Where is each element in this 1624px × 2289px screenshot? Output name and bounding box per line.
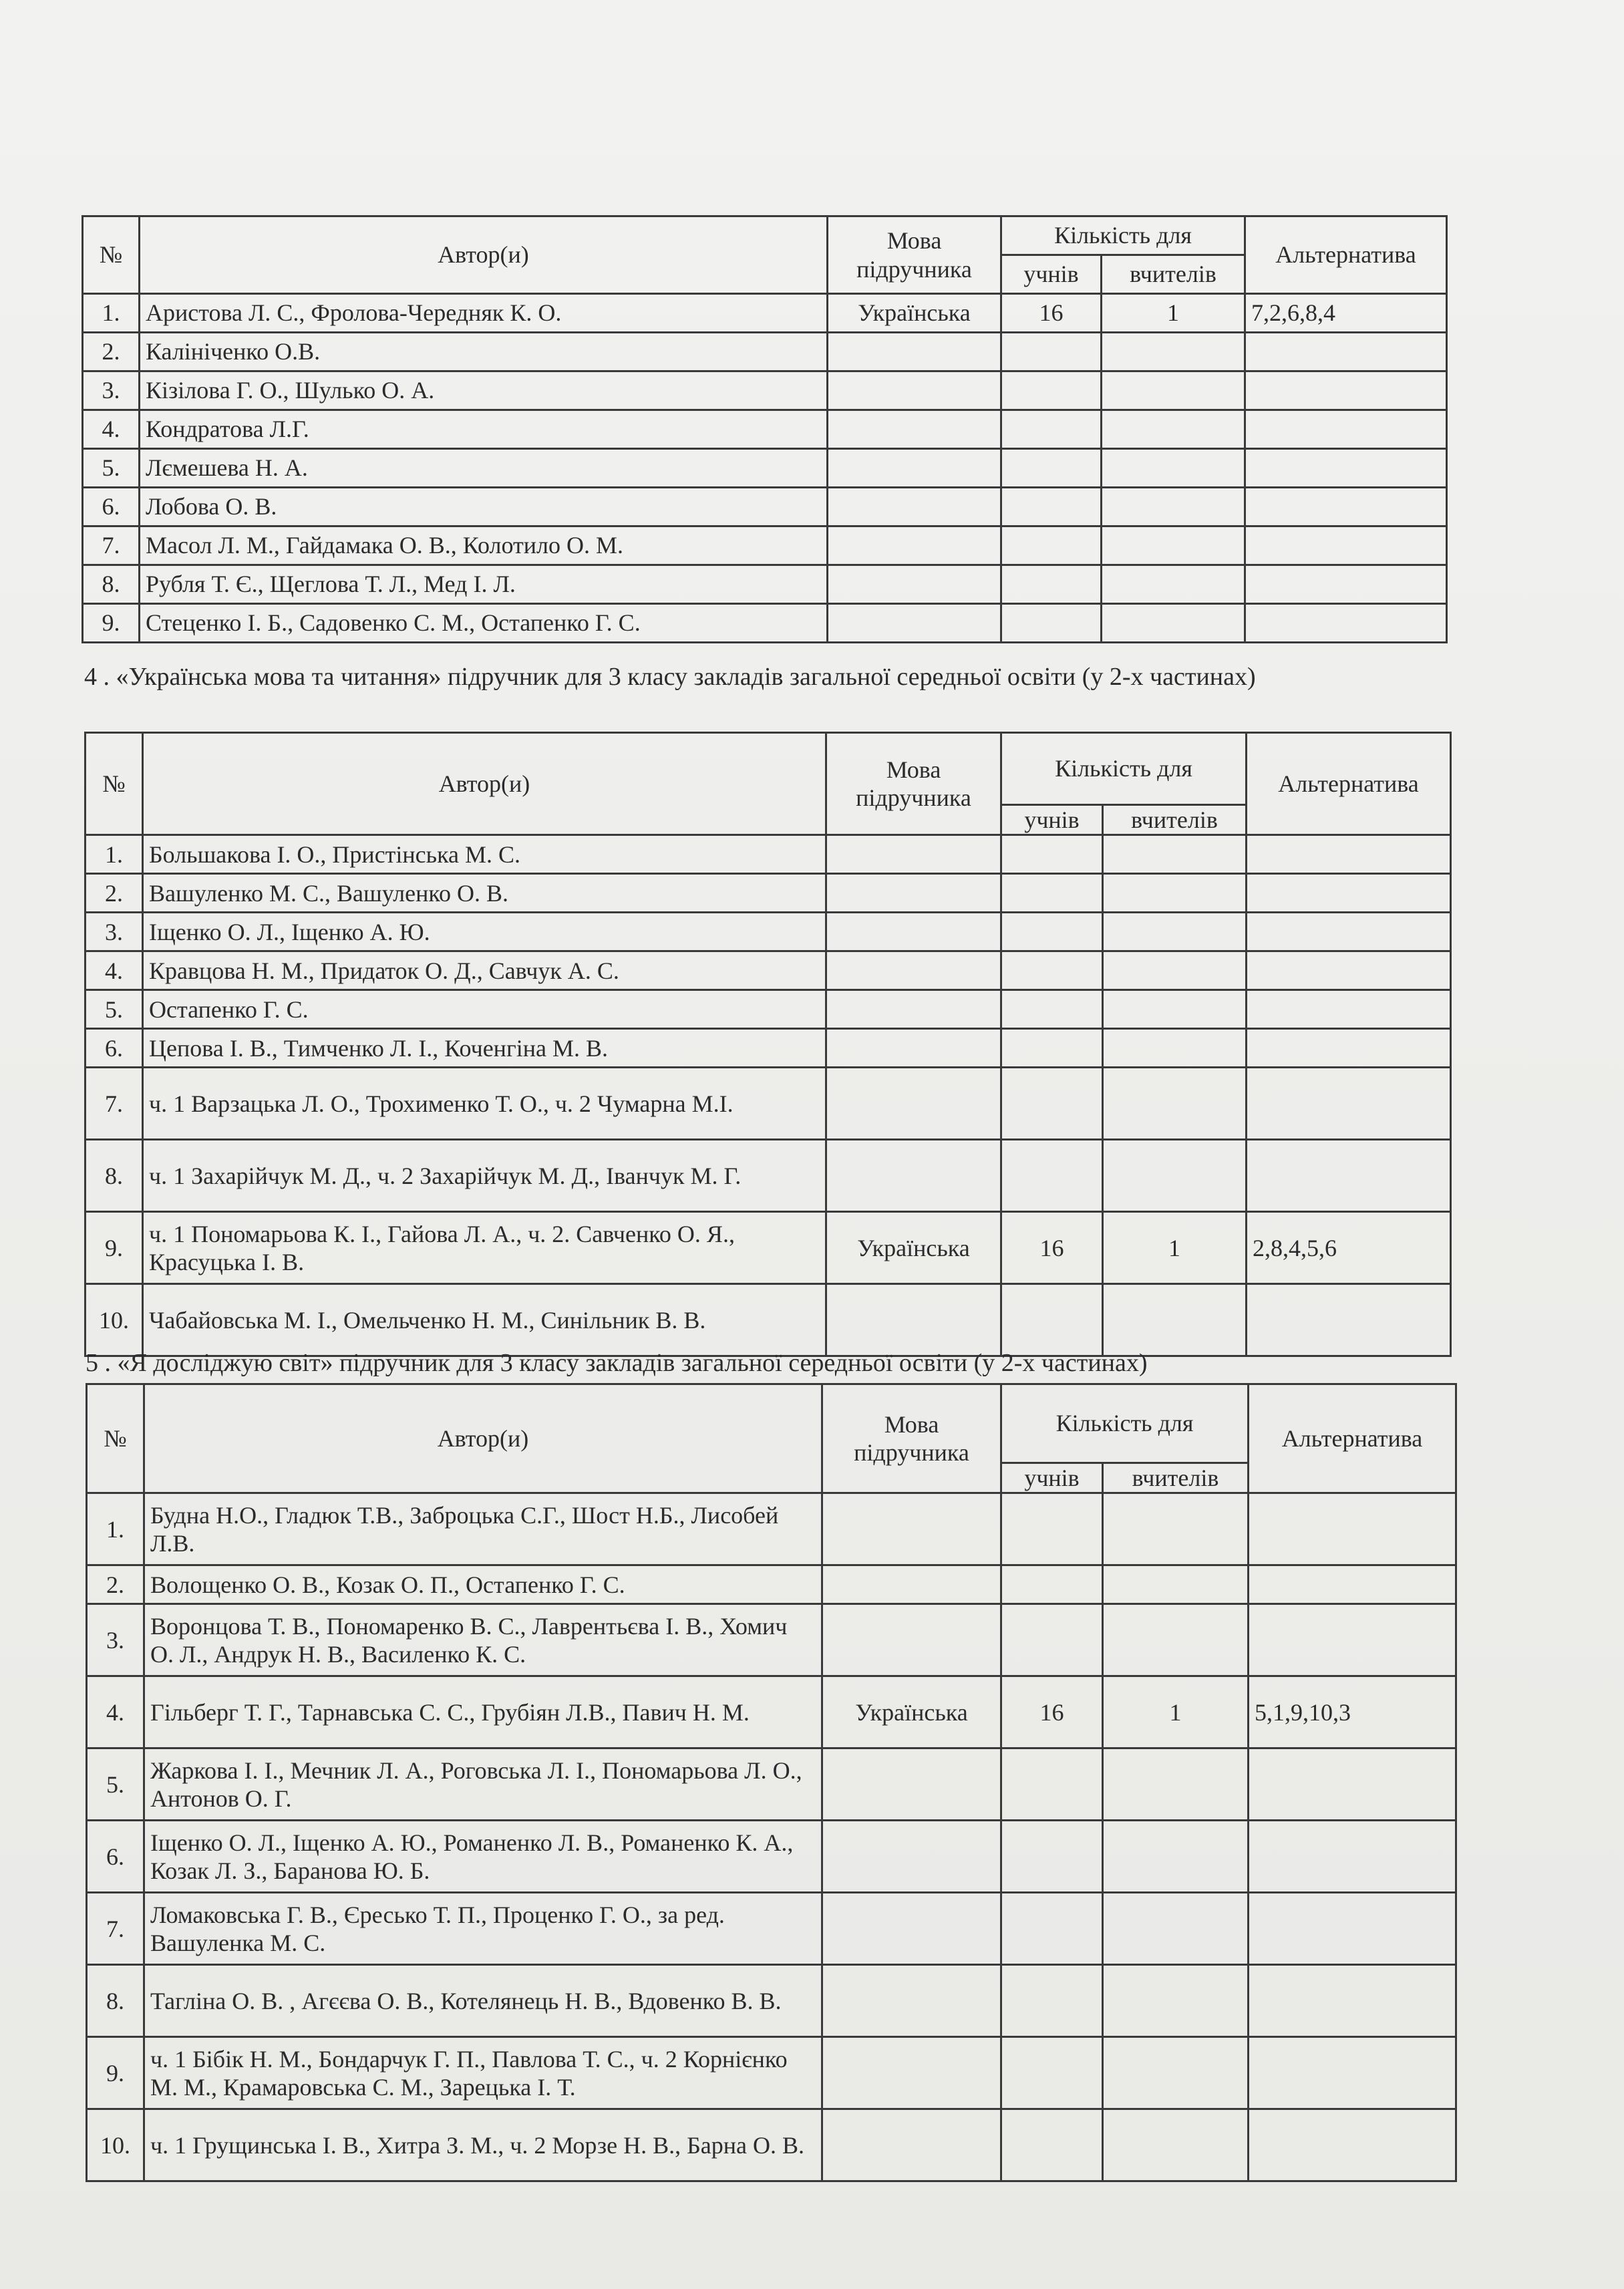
table-row bbox=[83, 526, 1447, 565]
row-number: 2. bbox=[87, 1565, 144, 1604]
alternative-cell bbox=[1245, 526, 1447, 565]
authors-cell: Воронцова Т. В., Пономаренко В. С., Лаврентьєва І. В., Хомич О. Л., Андрук Н. В., Василенко К. С. bbox=[144, 1604, 822, 1676]
language-cell bbox=[822, 2037, 1001, 2109]
table-row bbox=[83, 371, 1447, 410]
authors-cell: Стеценко І. Б., Садовенко С. М., Остапенко Г. С. bbox=[140, 604, 828, 643]
alternative-cell: 2,8,4,5,6 bbox=[1247, 1212, 1451, 1284]
alternative-cell bbox=[1247, 913, 1451, 951]
table-row bbox=[83, 449, 1447, 488]
table-row bbox=[87, 1893, 1456, 1965]
header-students: учнів bbox=[1001, 255, 1102, 294]
row-number: 5. bbox=[86, 990, 143, 1029]
row-number: 3. bbox=[86, 913, 143, 951]
table-row bbox=[83, 333, 1447, 371]
teachers-count-cell bbox=[1103, 874, 1247, 913]
alternative-cell bbox=[1247, 951, 1451, 990]
alternative-cell bbox=[1245, 371, 1447, 410]
students-count-cell bbox=[1001, 835, 1103, 874]
teachers-count-cell bbox=[1102, 526, 1245, 565]
authors-cell: ч. 1 Бібік Н. М., Бондарчук Г. П., Павлова Т. С., ч. 2 Корнієнко М. М., Крамаровська С. М., Зарецька І. Т. bbox=[144, 2037, 822, 2109]
table-row bbox=[86, 913, 1451, 951]
table-row bbox=[87, 1748, 1456, 1821]
students-count-cell bbox=[1001, 1284, 1103, 1356]
row-number: 8. bbox=[86, 1140, 143, 1212]
header-no: № bbox=[83, 216, 140, 294]
teachers-count-cell bbox=[1103, 1565, 1249, 1604]
teachers-count-cell bbox=[1103, 1029, 1247, 1068]
row-number: 3. bbox=[83, 371, 140, 410]
language-cell bbox=[826, 1140, 1001, 1212]
language-cell bbox=[826, 1029, 1001, 1068]
teachers-count-cell bbox=[1102, 604, 1245, 643]
header-no: № bbox=[87, 1384, 144, 1493]
teachers-count-cell bbox=[1102, 410, 1245, 449]
students-count-cell: 16 bbox=[1001, 1676, 1103, 1748]
students-count-cell bbox=[1001, 1493, 1103, 1565]
authors-cell: Жаркова І. І., Мечник Л. А., Роговська Л. І., Пономарьова Л. О., Антонов О. Г. bbox=[144, 1748, 822, 1821]
header-alternative: Альтернатива bbox=[1249, 1384, 1456, 1493]
authors-cell: Лобова О. В. bbox=[140, 488, 828, 526]
row-number: 1. bbox=[83, 294, 140, 333]
students-count-cell bbox=[1001, 1140, 1103, 1212]
table-row bbox=[86, 1029, 1451, 1068]
language-cell bbox=[826, 990, 1001, 1029]
teachers-count-cell bbox=[1103, 2037, 1249, 2109]
alternative-cell bbox=[1245, 410, 1447, 449]
alternative-cell: 7,2,6,8,4 bbox=[1245, 294, 1447, 333]
students-count-cell bbox=[1001, 604, 1102, 643]
table-row bbox=[83, 488, 1447, 526]
header-alternative: Альтернатива bbox=[1245, 216, 1447, 294]
row-number: 3. bbox=[87, 1604, 144, 1676]
table-row bbox=[87, 2109, 1456, 2181]
language-cell bbox=[828, 604, 1001, 643]
language-cell: Українська bbox=[826, 1212, 1001, 1284]
authors-cell: Вашуленко М. С., Вашуленко О. В. bbox=[143, 874, 826, 913]
alternative-cell bbox=[1249, 1965, 1456, 2037]
row-number: 4. bbox=[86, 951, 143, 990]
row-number: 2. bbox=[83, 333, 140, 371]
row-number: 1. bbox=[87, 1493, 144, 1565]
authors-cell: Аристова Л. С., Фролова-Чередняк К. О. bbox=[140, 294, 828, 333]
students-count-cell bbox=[1001, 526, 1102, 565]
teachers-count-cell: 1 bbox=[1102, 294, 1245, 333]
authors-cell: Калініченко О.В. bbox=[140, 333, 828, 371]
alternative-cell bbox=[1247, 1284, 1451, 1356]
students-count-cell bbox=[1001, 1821, 1103, 1893]
language-cell bbox=[828, 565, 1001, 604]
students-count-cell: 16 bbox=[1001, 1212, 1103, 1284]
teachers-count-cell bbox=[1102, 488, 1245, 526]
row-number: 10. bbox=[86, 1284, 143, 1356]
authors-cell: Тагліна О. В. , Агєєва О. В., Котелянець Н. В., Вдовенко В. В. bbox=[144, 1965, 822, 2037]
table-row bbox=[87, 1493, 1456, 1565]
language-cell bbox=[822, 1965, 1001, 2037]
table-row bbox=[87, 1965, 1456, 2037]
alternative-cell bbox=[1245, 449, 1447, 488]
row-number: 9. bbox=[86, 1212, 143, 1284]
students-count-cell bbox=[1001, 874, 1103, 913]
teachers-count-cell bbox=[1103, 1965, 1249, 2037]
row-number: 1. bbox=[86, 835, 143, 874]
teachers-count-cell bbox=[1103, 951, 1247, 990]
students-count-cell bbox=[1001, 990, 1103, 1029]
row-number: 5. bbox=[83, 449, 140, 488]
row-number: 5. bbox=[87, 1748, 144, 1821]
header-no: № bbox=[86, 733, 143, 835]
teachers-count-cell bbox=[1102, 565, 1245, 604]
teachers-count-cell bbox=[1103, 1493, 1249, 1565]
authors-cell: Кізілова Г. О., Шулько О. А. bbox=[140, 371, 828, 410]
table-row bbox=[86, 874, 1451, 913]
teachers-count-cell bbox=[1103, 1068, 1247, 1140]
alternative-cell bbox=[1245, 565, 1447, 604]
authors-cell: ч. 1 Захарійчук М. Д., ч. 2 Захарійчук М. Д., Іванчук М. Г. bbox=[143, 1140, 826, 1212]
alternative-cell bbox=[1249, 1565, 1456, 1604]
alternative-cell bbox=[1249, 1748, 1456, 1821]
teachers-count-cell bbox=[1103, 1748, 1249, 1821]
row-number: 6. bbox=[86, 1029, 143, 1068]
authors-cell: Кравцова Н. М., Придаток О. Д., Савчук А. С. bbox=[143, 951, 826, 990]
table-row bbox=[87, 1565, 1456, 1604]
alternative-cell bbox=[1249, 2109, 1456, 2181]
alternative-cell bbox=[1249, 2037, 1456, 2109]
authors-cell: ч. 1 Варзацька Л. О., Трохименко Т. О., ч. 2 Чумарна М.І. bbox=[143, 1068, 826, 1140]
teachers-count-cell: 1 bbox=[1103, 1676, 1249, 1748]
header-teachers: вчителів bbox=[1103, 805, 1247, 835]
language-cell bbox=[826, 874, 1001, 913]
alternative-cell bbox=[1249, 1604, 1456, 1676]
header-teachers: вчителів bbox=[1102, 255, 1245, 294]
header-language: Мова підручника bbox=[822, 1384, 1001, 1493]
table-row bbox=[87, 1821, 1456, 1893]
header-teachers: вчителів bbox=[1103, 1463, 1249, 1493]
row-number: 9. bbox=[83, 604, 140, 643]
students-count-cell bbox=[1001, 488, 1102, 526]
alternative-cell bbox=[1247, 990, 1451, 1029]
teachers-count-cell bbox=[1103, 1604, 1249, 1676]
students-count-cell bbox=[1001, 1565, 1103, 1604]
header-authors: Автор(и) bbox=[144, 1384, 822, 1493]
students-count-cell bbox=[1001, 565, 1102, 604]
header-students: учнів bbox=[1001, 1463, 1103, 1493]
table-row bbox=[86, 990, 1451, 1029]
students-count-cell bbox=[1001, 2109, 1103, 2181]
alternative-cell bbox=[1247, 1068, 1451, 1140]
students-count-cell: 16 bbox=[1001, 294, 1102, 333]
teachers-count-cell bbox=[1103, 2109, 1249, 2181]
row-number: 10. bbox=[87, 2109, 144, 2181]
teachers-count-cell bbox=[1102, 333, 1245, 371]
language-cell bbox=[826, 1068, 1001, 1140]
language-cell bbox=[828, 333, 1001, 371]
students-count-cell bbox=[1001, 410, 1102, 449]
header-quantity: Кількість для bbox=[1001, 216, 1245, 255]
authors-cell: Рубля Т. Є., Щеглова Т. Л., Мед І. Л. bbox=[140, 565, 828, 604]
table-row bbox=[83, 604, 1447, 643]
authors-cell: Лємешева Н. А. bbox=[140, 449, 828, 488]
alternative-cell bbox=[1247, 1140, 1451, 1212]
row-number: 8. bbox=[83, 565, 140, 604]
table-section-4 bbox=[84, 732, 1452, 1357]
teachers-count-cell bbox=[1103, 913, 1247, 951]
authors-cell: ч. 1 Грущинська І. В., Хитра З. М., ч. 2 Морзе Н. В., Барна О. В. bbox=[144, 2109, 822, 2181]
alternative-cell bbox=[1247, 835, 1451, 874]
row-number: 4. bbox=[83, 410, 140, 449]
language-cell bbox=[822, 1893, 1001, 1965]
teachers-count-cell bbox=[1103, 990, 1247, 1029]
table-row bbox=[86, 951, 1451, 990]
language-cell bbox=[822, 2109, 1001, 2181]
alternative-cell bbox=[1249, 1493, 1456, 1565]
table-section-5 bbox=[86, 1383, 1457, 2182]
table-row bbox=[83, 294, 1447, 333]
table-row bbox=[83, 565, 1447, 604]
alternative-cell bbox=[1245, 333, 1447, 371]
row-number: 8. bbox=[87, 1965, 144, 2037]
teachers-count-cell: 1 bbox=[1103, 1212, 1247, 1284]
students-count-cell bbox=[1001, 2037, 1103, 2109]
alternative-cell bbox=[1247, 874, 1451, 913]
header-authors: Автор(и) bbox=[140, 216, 828, 294]
table-row bbox=[86, 1284, 1451, 1356]
section-4-heading: 4 . «Українська мова та читання» підручник для 3 класу закладів загальної середньої освіти (у 2-х частинах) bbox=[84, 663, 1256, 691]
row-number: 2. bbox=[86, 874, 143, 913]
students-count-cell bbox=[1001, 1748, 1103, 1821]
authors-cell: Масол Л. М., Гайдамака О. В., Колотило О. М. bbox=[140, 526, 828, 565]
language-cell bbox=[826, 913, 1001, 951]
language-cell bbox=[828, 410, 1001, 449]
row-number: 6. bbox=[87, 1821, 144, 1893]
language-cell bbox=[822, 1748, 1001, 1821]
teachers-count-cell bbox=[1103, 1140, 1247, 1212]
teachers-count-cell bbox=[1103, 1821, 1249, 1893]
header-quantity: Кількість для bbox=[1001, 733, 1247, 805]
students-count-cell bbox=[1001, 1965, 1103, 2037]
teachers-count-cell bbox=[1102, 449, 1245, 488]
authors-cell: Остапенко Г. С. bbox=[143, 990, 826, 1029]
row-number: 7. bbox=[87, 1893, 144, 1965]
alternative-cell bbox=[1245, 488, 1447, 526]
authors-cell: Большакова І. О., Пристінська М. С. bbox=[143, 835, 826, 874]
header-students: учнів bbox=[1001, 805, 1103, 835]
table-row bbox=[86, 835, 1451, 874]
authors-cell: Будна Н.О., Гладюк Т.В., Заброцька С.Г., Шост Н.Б., Лисобей Л.В. bbox=[144, 1493, 822, 1565]
table-row bbox=[86, 1212, 1451, 1284]
students-count-cell bbox=[1001, 1029, 1103, 1068]
authors-cell: ч. 1 Пономарьова К. І., Гайова Л. А., ч. 2. Савченко О. Я., Красуцька І. В. bbox=[143, 1212, 826, 1284]
language-cell bbox=[822, 1565, 1001, 1604]
table-section-3 bbox=[82, 215, 1448, 643]
language-cell bbox=[822, 1604, 1001, 1676]
teachers-count-cell bbox=[1103, 835, 1247, 874]
authors-cell: Волощенко О. В., Козак О. П., Остапенко Г. С. bbox=[144, 1565, 822, 1604]
students-count-cell bbox=[1001, 1068, 1103, 1140]
table-row bbox=[87, 2037, 1456, 2109]
teachers-count-cell bbox=[1103, 1284, 1247, 1356]
header-alternative: Альтернатива bbox=[1247, 733, 1451, 835]
authors-cell: Чабайовська М. І., Омельченко Н. М., Синільник В. В. bbox=[143, 1284, 826, 1356]
language-cell bbox=[828, 488, 1001, 526]
students-count-cell bbox=[1001, 1604, 1103, 1676]
authors-cell: Іщенко О. Л., Іщенко А. Ю. bbox=[143, 913, 826, 951]
header-language: Мова підручника bbox=[828, 216, 1001, 294]
alternative-cell bbox=[1247, 1029, 1451, 1068]
students-count-cell bbox=[1001, 449, 1102, 488]
table-row bbox=[87, 1604, 1456, 1676]
row-number: 7. bbox=[83, 526, 140, 565]
table-row bbox=[86, 1068, 1451, 1140]
alternative-cell: 5,1,9,10,3 bbox=[1249, 1676, 1456, 1748]
teachers-count-cell bbox=[1102, 371, 1245, 410]
students-count-cell bbox=[1001, 951, 1103, 990]
alternative-cell bbox=[1249, 1821, 1456, 1893]
language-cell bbox=[826, 1284, 1001, 1356]
language-cell bbox=[822, 1821, 1001, 1893]
table-row bbox=[86, 1140, 1451, 1212]
teachers-count-cell bbox=[1103, 1893, 1249, 1965]
authors-cell: Кондратова Л.Г. bbox=[140, 410, 828, 449]
language-cell bbox=[822, 1493, 1001, 1565]
alternative-cell bbox=[1249, 1893, 1456, 1965]
authors-cell: Іщенко О. Л., Іщенко А. Ю., Романенко Л. В., Романенко К. А., Козак Л. З., Баранова Ю. Б. bbox=[144, 1821, 822, 1893]
language-cell: Українська bbox=[828, 294, 1001, 333]
section-5-heading: 5 . «Я досліджую світ» підручник для 3 класу закладів загальної середньої освіти (у 2-х частинах) bbox=[86, 1349, 1148, 1377]
row-number: 6. bbox=[83, 488, 140, 526]
students-count-cell bbox=[1001, 333, 1102, 371]
students-count-cell bbox=[1001, 1893, 1103, 1965]
header-authors: Автор(и) bbox=[143, 733, 826, 835]
language-cell: Українська bbox=[822, 1676, 1001, 1748]
table-row bbox=[83, 410, 1447, 449]
alternative-cell bbox=[1245, 604, 1447, 643]
row-number: 4. bbox=[87, 1676, 144, 1748]
language-cell bbox=[828, 526, 1001, 565]
header-language: Мова підручника bbox=[826, 733, 1001, 835]
language-cell bbox=[826, 951, 1001, 990]
row-number: 9. bbox=[87, 2037, 144, 2109]
authors-cell: Гільберг Т. Г., Тарнавська С. С., Грубіян Л.В., Павич Н. М. bbox=[144, 1676, 822, 1748]
language-cell bbox=[828, 371, 1001, 410]
students-count-cell bbox=[1001, 371, 1102, 410]
language-cell bbox=[828, 449, 1001, 488]
header-quantity: Кількість для bbox=[1001, 1384, 1249, 1463]
students-count-cell bbox=[1001, 913, 1103, 951]
table-row bbox=[87, 1676, 1456, 1748]
row-number: 7. bbox=[86, 1068, 143, 1140]
language-cell bbox=[826, 835, 1001, 874]
authors-cell: Цепова І. В., Тимченко Л. І., Коченгіна М. В. bbox=[143, 1029, 826, 1068]
authors-cell: Ломаковська Г. В., Єресько Т. П., Проценко Г. О., за ред. Вашуленка М. С. bbox=[144, 1893, 822, 1965]
